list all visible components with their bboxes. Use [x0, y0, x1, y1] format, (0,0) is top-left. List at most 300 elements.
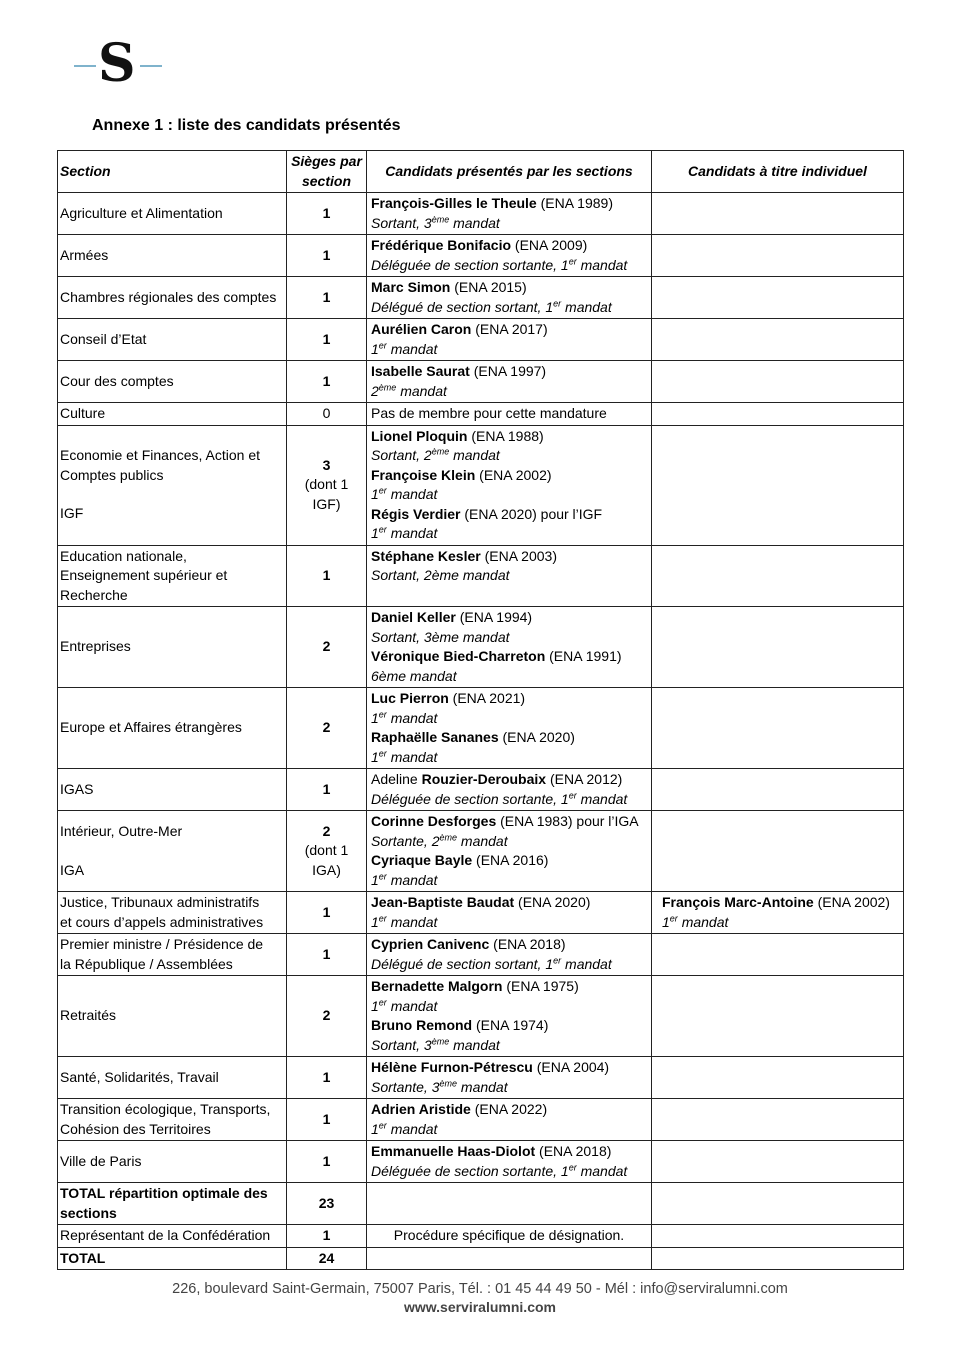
- candidate-name: Stéphane Kesler: [371, 547, 481, 564]
- individual-cell: [652, 1141, 904, 1183]
- mandate-suffix: mandat: [457, 832, 508, 849]
- seats-cell: [287, 976, 367, 1057]
- candidate-promo: (ENA 1994): [455, 609, 533, 625]
- candidate-line: [371, 935, 649, 955]
- section-label: la République / Assemblées: [60, 955, 233, 972]
- section-cell: [58, 193, 287, 235]
- candidate-line: [371, 812, 649, 832]
- section-cell: [58, 1099, 287, 1141]
- mandate-text: 1: [371, 871, 379, 888]
- seats-cell: [287, 319, 367, 361]
- candidate-line: [371, 1142, 649, 1162]
- candidate-name: Rouzier-Deroubaix: [421, 771, 547, 787]
- mandate-suffix: mandat: [449, 214, 500, 231]
- section-label: IGAS: [60, 780, 94, 797]
- total-empty: [367, 1247, 652, 1270]
- table-row-total: [58, 1247, 904, 1270]
- section-label: Agriculture et Alimentation: [60, 204, 223, 221]
- section-label: Cour des comptes: [60, 372, 174, 389]
- section-cell: [58, 235, 287, 277]
- candidate-name: Frédérique Bonifacio: [371, 237, 512, 253]
- seats-cell: [287, 607, 367, 688]
- candidate-line: [371, 770, 649, 790]
- candidates-cell: [367, 361, 652, 403]
- candidate-line: [371, 362, 649, 382]
- candidate-mandate: [371, 628, 649, 648]
- mandate-sup: er: [568, 1161, 577, 1172]
- candidate-mandate: [371, 214, 649, 234]
- section-label: Culture: [60, 405, 106, 421]
- section-label: Cohésion des Territoires: [60, 1120, 211, 1137]
- candidate-line: [371, 1100, 649, 1120]
- mandate-text: 1: [662, 913, 670, 930]
- total-optimal-value: 23: [287, 1183, 367, 1225]
- candidate-promo: (ENA 2016): [472, 852, 549, 868]
- candidate-name: Aurélien Caron: [371, 321, 472, 337]
- candidate-mandate: [371, 298, 649, 318]
- candidate-line: [371, 977, 649, 997]
- candidate-name: Corinne Desforges: [371, 813, 497, 829]
- candidate-promo: (ENA 2021): [448, 690, 526, 706]
- conf-note: Procédure spécifique de désignation.: [367, 1225, 652, 1248]
- candidates-cell: [367, 403, 652, 426]
- candidate-name: Cyprien Canivenc: [371, 936, 490, 952]
- candidate-promo: (ENA 2002): [475, 466, 552, 483]
- seats-cell: [287, 934, 367, 976]
- section-label: Chambres régionales des comptes: [60, 288, 277, 305]
- candidate-mandate: [371, 955, 649, 975]
- section-label: Premier ministre / Présidence de: [60, 936, 264, 952]
- candidate-name: Bernadette Malgorn: [371, 978, 503, 994]
- mandate-sup: er: [378, 1119, 387, 1130]
- mandate-sup: er: [669, 912, 678, 923]
- seats-value: 1: [322, 780, 331, 797]
- seats-value: 1: [322, 246, 331, 263]
- mandate-suffix: mandat: [386, 997, 438, 1014]
- section-label: Retraités: [60, 1007, 117, 1024]
- footer-address: 226, boulevard Saint-Germain, 75007 Paris, Tél. : 01 45 44 49 50 - Mél : info@serviralumni.com: [172, 1281, 788, 1297]
- page-title: Annexe 1 : liste des candidats présentés: [92, 117, 401, 134]
- candidate-promo: (ENA 2003): [480, 547, 557, 564]
- mandate-sup: er: [568, 789, 577, 800]
- candidate-name: Lionel Ploquin: [371, 427, 468, 444]
- seats-value: 0: [322, 405, 331, 421]
- mandate-text: 1: [371, 525, 379, 541]
- seats-value: 1: [322, 204, 331, 221]
- conf-label: Représentant de la Confédération: [58, 1225, 287, 1248]
- candidate-mandate: [371, 748, 649, 768]
- mandate-text: 1: [371, 748, 379, 765]
- section-label: IGF: [60, 505, 84, 522]
- candidate-mandate: [371, 667, 649, 687]
- table-body: [58, 193, 904, 1183]
- candidate-name: Françoise Klein: [371, 466, 476, 483]
- individual-cell: [652, 607, 904, 688]
- mandate-text: Sortant, 2: [371, 447, 432, 463]
- seats-cell: [287, 403, 367, 426]
- candidate-promo: (ENA 2002): [813, 894, 890, 910]
- section-label: Conseil d’Etat: [60, 330, 147, 347]
- mandate-sup: er: [378, 339, 387, 350]
- mandate-text: 1: [371, 1120, 379, 1137]
- section-cell: [58, 277, 287, 319]
- candidate-promo: (ENA 1983) pour l’IGA: [496, 813, 639, 829]
- candidate-prefix: Adeline: [371, 771, 422, 787]
- seats-note: (dont 1 IGA): [304, 842, 349, 878]
- header-sieges: Sièges par section: [287, 151, 367, 193]
- seats-cell: [287, 892, 367, 934]
- candidates-cell: [367, 976, 652, 1057]
- candidate-name: Cyriaque Bayle: [371, 852, 473, 868]
- candidate-promo: (ENA 2018): [489, 936, 566, 952]
- individual-cell: [652, 361, 904, 403]
- section-cell: [58, 425, 287, 545]
- table-row: [58, 1057, 904, 1099]
- section-label: Armées: [60, 246, 109, 263]
- seats-value: 1: [322, 1152, 331, 1169]
- seats-value: 1: [322, 288, 331, 305]
- candidate-mandate: [371, 340, 649, 360]
- candidates-cell: [367, 193, 652, 235]
- individual-cell: [652, 1099, 904, 1141]
- section-cell: [58, 934, 287, 976]
- candidates-note: Pas de membre pour cette mandature: [371, 405, 607, 421]
- mandate-text: Déléguée de section sortante, 1: [371, 790, 569, 807]
- mandate-sup: er: [378, 747, 387, 758]
- table-row-total-optimal: [58, 1183, 904, 1225]
- individual-cell: [652, 193, 904, 235]
- candidates-cell: [367, 277, 652, 319]
- candidate-promo: (ENA 2015): [450, 279, 527, 295]
- mandate-suffix: mandat: [386, 913, 438, 930]
- candidate-name: Luc Pierron: [371, 690, 449, 706]
- mandate-suffix: mandat: [576, 256, 628, 273]
- section-cell: [58, 545, 287, 607]
- mandate-sup: er: [378, 870, 387, 881]
- candidate-line: [371, 728, 649, 748]
- section-label: Comptes publics: [60, 466, 164, 483]
- table-row: [58, 403, 904, 426]
- seats-cell: [287, 1141, 367, 1183]
- candidates-cell: [367, 892, 652, 934]
- candidates-cell: [367, 934, 652, 976]
- candidate-promo: (ENA 2004): [532, 1059, 610, 1075]
- seats-cell: [287, 361, 367, 403]
- header-candidats: Candidats présentés par les sections: [367, 151, 652, 193]
- candidates-cell: [367, 319, 652, 361]
- logo-dash-left: [74, 65, 96, 67]
- individual-cell: [652, 319, 904, 361]
- candidate-name: Régis Verdier: [371, 505, 461, 522]
- mandate-suffix: mandat: [576, 790, 628, 807]
- mandate-text: 2: [371, 382, 379, 399]
- seats-cell: [287, 235, 367, 277]
- mandate-suffix: mandat: [561, 298, 612, 315]
- candidate-mandate: [371, 446, 649, 466]
- section-cell: [58, 319, 287, 361]
- candidate-promo: (ENA 1997): [469, 363, 547, 379]
- section-label: Ville de Paris: [60, 1152, 142, 1169]
- mandate-suffix: mandat: [386, 871, 438, 888]
- candidates-cell: [367, 425, 652, 545]
- table-row: [58, 934, 904, 976]
- mandate-text: 1: [371, 709, 379, 726]
- table-row: [58, 1099, 904, 1141]
- candidates-table: [57, 150, 904, 1270]
- mandate-text: 1: [371, 913, 379, 930]
- candidate-promo: (ENA 1974): [472, 1017, 549, 1033]
- total-optimal-label: TOTAL répartition optimale des sections: [58, 1183, 287, 1225]
- seats-cell: [287, 545, 367, 607]
- total-empty-2: [652, 1247, 904, 1270]
- table-row: [58, 545, 904, 607]
- seats-cell: [287, 277, 367, 319]
- candidates-cell: [367, 811, 652, 892]
- table-row: [58, 235, 904, 277]
- mandate-text: Sortant, 3: [371, 214, 432, 231]
- candidate-name: Emmanuelle Haas-Diolot: [371, 1143, 536, 1159]
- table-row: [58, 319, 904, 361]
- seats-value: 1: [322, 372, 331, 389]
- mandate-text: Sortant, 2ème mandat: [371, 567, 510, 583]
- section-label: Intérieur, Outre-Mer: [60, 823, 183, 839]
- mandate-suffix: mandat: [677, 913, 729, 930]
- mandate-suffix: mandat: [386, 486, 438, 502]
- candidate-mandate: [371, 382, 649, 402]
- candidate-mandate: [371, 1162, 649, 1182]
- seats-cell: [287, 811, 367, 892]
- mandate-suffix: mandat: [396, 382, 447, 399]
- conf-value: 1: [287, 1225, 367, 1248]
- mandate-suffix: mandat: [576, 1162, 628, 1179]
- candidate-name: Marc Simon: [371, 279, 451, 295]
- candidate-mandate: [371, 1078, 649, 1098]
- conf-empty: [652, 1225, 904, 1248]
- seats-value: 2: [322, 638, 331, 655]
- individual-cell: [652, 403, 904, 426]
- candidates-cell: [367, 545, 652, 607]
- table-row: [58, 277, 904, 319]
- seats-cell: [287, 688, 367, 769]
- logo-letter: S: [98, 33, 136, 94]
- mandate-text: 1: [371, 340, 379, 357]
- section-cell: [58, 811, 287, 892]
- mandate-text: Délégué de section sortant, 1: [371, 955, 554, 972]
- candidate-name: Véronique Bied-Charreton: [371, 648, 546, 664]
- candidate-line: [371, 194, 649, 214]
- candidate-line: [371, 547, 649, 567]
- seats-cell: [287, 193, 367, 235]
- candidate-mandate: [371, 256, 649, 276]
- section-label: Recherche: [60, 586, 128, 603]
- candidate-promo: (ENA 2020): [514, 894, 591, 910]
- logo: [72, 33, 172, 94]
- table-row: [58, 892, 904, 934]
- seats-value: 1: [322, 1068, 331, 1085]
- mandate-text: 1: [371, 997, 379, 1014]
- table-row: [58, 425, 904, 545]
- individual-cell: [652, 545, 904, 607]
- table-row: [58, 769, 904, 811]
- mandate-sup: er: [553, 297, 562, 308]
- mandate-sup: ème: [431, 446, 450, 457]
- mandate-suffix: mandat: [449, 447, 500, 463]
- candidate-promo: (ENA 2017): [471, 321, 548, 337]
- section-cell: [58, 607, 287, 688]
- candidate-mandate: [371, 997, 649, 1017]
- table-row: [58, 1141, 904, 1183]
- section-label: Entreprises: [60, 638, 131, 655]
- candidate-name: Raphaëlle Sananes: [371, 729, 499, 745]
- candidates-cell: [367, 769, 652, 811]
- mandate-sup: er: [378, 708, 387, 719]
- candidate-name: François Marc-Antoine: [662, 894, 814, 910]
- seats-value: 2: [322, 1007, 331, 1024]
- section-gap: [60, 842, 284, 861]
- seats-value: 1: [322, 945, 331, 962]
- candidate-line: [371, 1058, 649, 1078]
- seats-value: 1: [322, 567, 331, 583]
- mandate-sup: ème: [439, 831, 458, 842]
- individual-cell: [652, 811, 904, 892]
- seats-value: 2: [322, 719, 331, 736]
- candidate-promo: (ENA 2020) pour l’IGF: [460, 505, 603, 522]
- candidate-mandate: [371, 790, 649, 810]
- section-gap: [60, 485, 284, 504]
- section-label: et cours d’appels administratives: [60, 913, 264, 930]
- mandate-sup: ème: [439, 1077, 458, 1088]
- section-label: Enseignement supérieur et: [60, 567, 228, 583]
- candidate-name: Jean-Baptiste Baudat: [371, 894, 515, 910]
- candidate-line: [371, 278, 649, 298]
- candidate-line: [371, 689, 649, 709]
- mandate-suffix: mandat: [386, 748, 438, 765]
- candidate-promo: (ENA 1975): [502, 978, 579, 994]
- table-row-confederation: [58, 1225, 904, 1248]
- candidate-name: François-Gilles le Theule: [371, 195, 537, 211]
- mandate-sup: ème: [431, 1035, 450, 1046]
- candidate-line: [371, 427, 649, 447]
- seats-cell: [287, 769, 367, 811]
- mandate-suffix: mandat: [561, 955, 612, 972]
- mandate-suffix: mandat: [386, 525, 438, 541]
- mandate-sup: er: [378, 524, 387, 535]
- candidate-mandate: [371, 871, 649, 891]
- mandate-sup: ème: [378, 381, 397, 392]
- section-cell: [58, 361, 287, 403]
- seats-value: 1: [322, 903, 331, 920]
- candidate-mandate: [371, 709, 649, 729]
- mandate-sup: er: [378, 912, 387, 923]
- seats-value: 1: [322, 330, 331, 347]
- total-label: TOTAL: [58, 1247, 287, 1270]
- individual-cell: [652, 976, 904, 1057]
- candidate-line: [371, 466, 649, 486]
- mandate-suffix: mandat: [386, 709, 438, 726]
- mandate-suffix: mandat: [449, 1036, 500, 1053]
- mandate-suffix: mandat: [457, 1078, 508, 1095]
- section-label: IGA: [60, 861, 85, 878]
- table-row: [58, 688, 904, 769]
- mandate-sup: ème: [431, 213, 450, 224]
- candidate-line: [371, 608, 649, 628]
- mandate-text: Déléguée de section sortante, 1: [371, 256, 569, 273]
- footer-website[interactable]: www.serviralumni.com: [404, 1299, 556, 1315]
- individual-cell: [652, 688, 904, 769]
- mandate-text: Sortante, 3: [371, 1078, 440, 1095]
- table-row: [58, 193, 904, 235]
- candidates-cell: [367, 1141, 652, 1183]
- candidate-mandate: [371, 832, 649, 852]
- candidate-line: [371, 236, 649, 256]
- candidate-promo: (ENA 1991): [545, 648, 622, 664]
- total-optimal-empty-2: [652, 1183, 904, 1225]
- candidate-line: [371, 1016, 649, 1036]
- candidate-promo: (ENA 2009): [511, 237, 588, 253]
- table-row: [58, 976, 904, 1057]
- section-label: Santé, Solidarités, Travail: [60, 1068, 219, 1085]
- candidate-line: [371, 893, 649, 913]
- mandate-sup: er: [378, 485, 387, 496]
- table-row: [58, 811, 904, 892]
- candidates-cell: [367, 1057, 652, 1099]
- candidate-line: [371, 320, 649, 340]
- table-row: [58, 607, 904, 688]
- candidate-mandate: [371, 566, 649, 586]
- section-cell: [58, 403, 287, 426]
- individual-cell: [652, 769, 904, 811]
- candidate-mandate: [371, 1120, 649, 1140]
- candidate-name: Adrien Aristide: [371, 1101, 471, 1117]
- section-cell: [58, 769, 287, 811]
- mandate-text: Sortante, 2: [371, 832, 440, 849]
- candidates-cell: [367, 607, 652, 688]
- mandate-suffix: mandat: [386, 1120, 438, 1137]
- seats-value: 2: [322, 822, 331, 839]
- individual-cell: [652, 892, 904, 934]
- mandate-text: Sortant, 3: [371, 1036, 432, 1053]
- header-individuel: Candidats à titre individuel: [652, 151, 904, 193]
- candidate-line: [371, 505, 649, 525]
- total-value: 24: [287, 1247, 367, 1270]
- mandate-text: Sortant, 3ème mandat: [371, 628, 510, 645]
- candidate-name: Daniel Keller: [371, 609, 456, 625]
- logo-dash-right: [140, 65, 162, 67]
- mandate-text: Déléguée de section sortante, 1: [371, 1162, 569, 1179]
- individual-cell: [652, 934, 904, 976]
- total-optimal-empty: [367, 1183, 652, 1225]
- section-label: Education nationale,: [60, 547, 187, 564]
- candidates-cell: [367, 1099, 652, 1141]
- candidate-promo: (ENA 2012): [546, 771, 623, 787]
- seats-value: 1: [322, 1110, 331, 1127]
- seats-note: (dont 1 IGF): [304, 476, 349, 512]
- individual-cell: [652, 1057, 904, 1099]
- candidate-name: Isabelle Saurat: [371, 363, 470, 379]
- mandate-text: Délégué de section sortant, 1: [371, 298, 554, 315]
- candidate-mandate: [371, 1036, 649, 1056]
- candidates-cell: [367, 688, 652, 769]
- section-cell: [58, 976, 287, 1057]
- candidate-promo: (ENA 1989): [536, 195, 613, 211]
- candidate-mandate: [662, 913, 901, 933]
- candidate-name: Hélène Furnon-Pétrescu: [371, 1059, 533, 1075]
- section-cell: [58, 688, 287, 769]
- individual-cell: [652, 425, 904, 545]
- table-totals: [58, 1183, 904, 1270]
- section-label: Justice, Tribunaux administratifs: [60, 894, 260, 910]
- mandate-text: 1: [371, 486, 379, 502]
